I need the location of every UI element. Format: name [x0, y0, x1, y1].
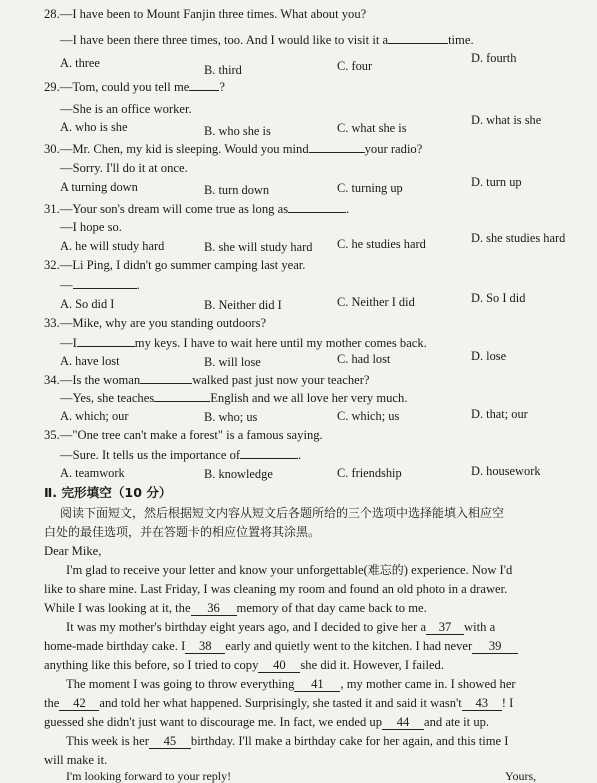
letter-p1-line3	[44, 600, 427, 616]
q33-prompt: 33.—Mike, why are you standing outdoors?	[44, 316, 267, 330]
q30-prompt-text: 30.—Mr. Chen, my kid is sleeping. Would you mind	[44, 142, 309, 156]
p2-text-c1: anything like this before, so I tried to copy	[44, 658, 259, 672]
blank-42: 42	[59, 697, 99, 711]
q28-option-c: C. four	[337, 59, 373, 73]
q33-option-c: C. had lost	[337, 352, 391, 366]
blank-38: 38	[185, 640, 225, 654]
q32-blank	[73, 276, 137, 289]
p4-text-a1: This week is her	[66, 734, 149, 748]
p1-text-a: I'm glad to receive your letter and know your unforgettable(	[66, 563, 368, 577]
letter-p1-line1	[66, 562, 512, 578]
p3-text-b1: the	[44, 696, 60, 710]
q29-option-d: D. what is she	[471, 113, 542, 127]
letter-p3-line3	[44, 714, 489, 730]
letter-p4-line2: will make it.	[44, 753, 108, 767]
q31-option-d: D. she studies hard	[471, 231, 566, 245]
q35-option-b: B. knowledge	[204, 467, 273, 481]
q32-option-c: C. Neither I did	[337, 295, 415, 309]
q28-prompt: 28.—I have been to Mount Fanjin three times. What about you?	[44, 7, 367, 21]
q29-blank	[189, 78, 219, 91]
q30-option-b: B. turn down	[204, 183, 270, 197]
q35-option-c: C. friendship	[337, 466, 402, 480]
p3-text-c1: guessed she didn't just want to discourage me. In fact, we ended up	[44, 715, 383, 729]
q32-response-end: .	[136, 278, 140, 292]
q35-blank	[240, 446, 298, 459]
letter-p3-line2	[44, 695, 513, 711]
p3-text-a2: , my mother came in. I showed her	[340, 677, 516, 691]
q31-prompt-end: .	[346, 202, 350, 216]
q29-prompt-end: ?	[219, 80, 225, 94]
letter-p5: I'm looking forward to your reply!	[66, 769, 232, 783]
q31-option-c: C. he studies hard	[337, 237, 426, 251]
p3-text-c2: and ate it up.	[424, 715, 490, 729]
p2-text-b2: early and quietly went to the kitchen. I had never	[225, 639, 473, 653]
blank-44: 44	[382, 716, 424, 730]
q34-option-d: D. that; our	[471, 407, 528, 421]
q30-option-a: A turning down	[60, 180, 138, 194]
letter-p1-line2: like to share mine. Last Friday, I was cleaning my room and found an old photo in a drawer.	[44, 582, 508, 596]
q31-prompt	[44, 200, 349, 217]
blank-43: 43	[462, 697, 502, 711]
q29-prompt-text: 29.—Tom, could you tell me	[44, 80, 190, 94]
q34-prompt	[44, 371, 370, 388]
section-title: Ⅱ. 完形填空（10 分）	[44, 485, 172, 500]
letter-p2-line3	[44, 657, 444, 673]
blank-36: 36	[191, 602, 237, 616]
q33-blank	[77, 334, 135, 347]
q30-prompt-end: your radio?	[364, 142, 423, 156]
blank-45: 45	[149, 735, 191, 749]
q33-response	[60, 334, 427, 351]
q35-response-end: .	[298, 448, 302, 462]
letter-closing: Yours,	[505, 769, 537, 783]
q30-option-c: C. turning up	[337, 181, 403, 195]
q35-option-a: A. teamwork	[60, 466, 125, 480]
q31-option-a: A. he will study hard	[60, 239, 165, 253]
p4-text-a2: birthday. I'll make a birthday cake for her again, and this time I	[190, 734, 509, 748]
q32-option-d: D. So I did	[471, 291, 526, 305]
q32-response	[60, 276, 140, 293]
p1-chinese-gloss: 难忘的	[367, 563, 404, 577]
q28-response	[60, 31, 474, 48]
q33-option-d: D. lose	[471, 349, 507, 363]
q28-response-end: time.	[448, 33, 474, 47]
q33-response-text: my keys. I have to wait here until my mother comes back.	[134, 336, 427, 350]
q34-response-text: —Yes, she teaches	[60, 391, 155, 405]
q30-option-d: D. turn up	[471, 175, 522, 189]
letter-p3-line1	[66, 676, 516, 692]
q30-prompt	[44, 140, 422, 157]
q34-option-c: C. which; us	[337, 409, 400, 423]
q28-response-text: —I have been there three times, too. And I would like to visit it a	[60, 33, 389, 47]
q29-option-c: C. what she is	[337, 121, 407, 135]
p1-text-d1: While I was looking at it, the	[44, 601, 191, 615]
p1-text-b: ) experience. Now I'd	[403, 563, 513, 577]
q31-response: —I hope so.	[60, 220, 122, 234]
p3-text-b2: and told her what happened. Surprisingly, she tasted it and said it wasn't	[99, 696, 462, 710]
q32-option-a: A. So did I	[60, 297, 115, 311]
q34-option-a: A. which; our	[60, 409, 129, 423]
section-instruction-2: 白处的最佳选项，并在答题卡的相应位置将其涂黑。	[44, 525, 321, 539]
q28-option-b: B. third	[204, 63, 242, 77]
q34-option-b: B. who; us	[204, 410, 258, 424]
p3-text-a1: The moment I was going to throw everything	[66, 677, 295, 691]
q34-blank-1	[140, 371, 192, 384]
q32-option-b: B. Neither did I	[204, 298, 282, 312]
q33-response-start: —I	[60, 336, 77, 350]
q28-blank	[388, 31, 448, 44]
q32-prompt: 32.—Li Ping, I didn't go summer camping last year.	[44, 258, 306, 272]
q35-option-d: D. housework	[471, 464, 541, 478]
q31-prompt-text: 31.—Your son's dream will come true as long as	[44, 202, 289, 216]
q33-option-b: B. will lose	[204, 355, 261, 369]
letter-p2-line2	[44, 638, 518, 654]
q35-prompt: 35.—"One tree can't make a forest" is a famous saying.	[44, 428, 323, 442]
q34-blank-2	[154, 389, 210, 402]
p3-text-b3: ! I	[501, 696, 514, 710]
letter-p2-line1	[66, 619, 495, 635]
q30-blank	[309, 140, 365, 153]
q31-option-b: B. she will study hard	[204, 240, 313, 254]
letter-salutation: Dear Mike,	[44, 544, 102, 558]
q35-response-text: —Sure. It tells us the importance of	[60, 448, 241, 462]
q28-option-a: A. three	[60, 56, 100, 70]
q31-blank	[288, 200, 346, 213]
p1-text-d2: memory of that day came back to me.	[236, 601, 427, 615]
section-instruction-1: 阅读下面短文，然后根据短文内容从短文后各题所给的三个选项中选择能填入相应空	[60, 506, 505, 520]
blank-39: 39	[472, 640, 518, 654]
q34-response-end: English and we all love her very much.	[210, 391, 408, 405]
q29-response: —She is an office worker.	[60, 102, 192, 116]
blank-40: 40	[258, 659, 300, 673]
q34-prompt-text: 34.—Is the woman	[44, 373, 141, 387]
letter-p4-line1	[66, 733, 508, 749]
q29-option-b: B. who she is	[204, 124, 271, 138]
q34-response	[60, 389, 407, 406]
p2-text-b1: home-made birthday cake. I	[44, 639, 186, 653]
p2-text-c2: she did it. However, I failed.	[300, 658, 444, 672]
q28-option-d: D. fourth	[471, 51, 517, 65]
p2-text-a1: It was my mother's birthday eight years ago, and I decided to give her a	[66, 620, 427, 634]
q32-response-dash: —	[60, 278, 73, 292]
q29-option-a: A. who is she	[60, 120, 128, 134]
q34-prompt-end: walked past just now your teacher?	[192, 373, 370, 387]
q35-response	[60, 446, 301, 463]
q29-prompt	[44, 78, 225, 95]
blank-41: 41	[294, 678, 340, 692]
blank-37: 37	[426, 621, 464, 635]
q33-option-a: A. have lost	[60, 354, 120, 368]
q30-response: —Sorry. I'll do it at once.	[60, 161, 188, 175]
p2-text-a2: with a	[464, 620, 496, 634]
